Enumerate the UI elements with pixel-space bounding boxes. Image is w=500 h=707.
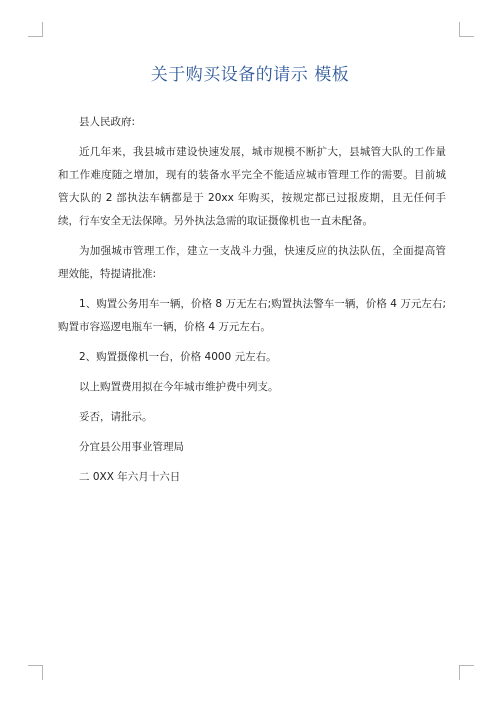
signature: 分宜县公用事业管理局 <box>79 441 184 453</box>
paragraph-item-1: 1、购置公务用车一辆，价格 8 万无左右;购置执法警车一辆，价格 4 万元左右;购置市容巡逻电瓶车一辆，价格 4 万元左右。 <box>58 298 446 333</box>
date: 二 0XX 年六月十六日 <box>79 471 181 483</box>
top-left-margin-mark <box>28 22 43 37</box>
salutation: 县人民政府: <box>79 116 136 128</box>
paragraph-funding: 以上购置费用拟在今年城市维护费中列支。 <box>79 381 279 393</box>
document-title: 关于购买设备的请示 模板 <box>150 65 350 85</box>
bottom-right-margin-mark <box>459 665 474 680</box>
paragraph-background: 近几年来，我县城市建设快速发展，城市规模不断扩大，县城管大队的工作量和工作难度随之增加，现有的装备水平完全不能适应城市管理工作的需要。目前城管大队的 2 部执法车辆都是于 20xx 年购买，按规定都已过报废期，且无任何手续，行车安全无法保障。另外执法急需的取证摄像机也一直未配备。 <box>58 146 446 227</box>
document-body <box>58 111 446 496</box>
paragraph-closing: 妥否，请批示。 <box>79 411 153 423</box>
top-right-margin-mark <box>459 22 474 37</box>
bottom-left-margin-mark <box>28 665 43 680</box>
paragraph-request: 为加强城市管理工作，建立一支战斗力强，快速反应的执法队伍，全面提高管理效能，特提请批准: <box>58 245 446 280</box>
paragraph-item-2: 2、购置摄像机一台，价格 4000 元左右。 <box>79 351 277 363</box>
